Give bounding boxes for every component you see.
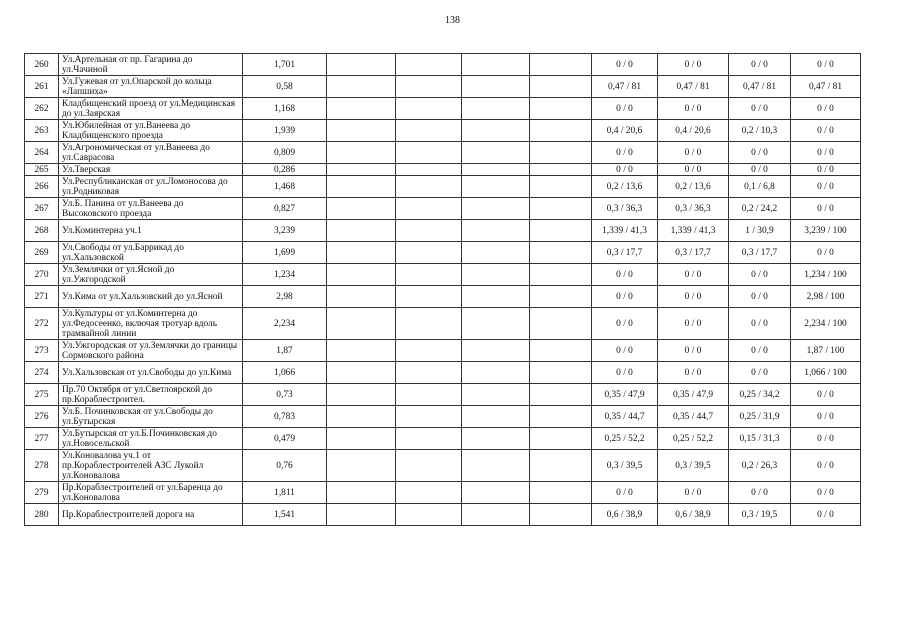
value-cell-3: 0 / 0 (729, 340, 791, 362)
empty-cell (327, 428, 396, 450)
value-cell-4: 0 / 0 (791, 198, 861, 220)
value-cell-2: 0,25 / 52,2 (658, 428, 729, 450)
empty-cell (462, 264, 530, 286)
table-row (25, 308, 861, 340)
table-row (25, 54, 861, 76)
road-length: 1,468 (243, 176, 327, 198)
row-number: 270 (25, 264, 59, 286)
value-cell-4: 0 / 0 (791, 406, 861, 428)
road-length: 0,58 (243, 76, 327, 98)
value-cell-3: 0,1 / 6,8 (729, 176, 791, 198)
road-length: 0,76 (243, 450, 327, 482)
empty-cell (396, 504, 462, 526)
row-number: 274 (25, 362, 59, 384)
value-cell-3: 0 / 0 (729, 264, 791, 286)
road-name: Ул.Хальзовская от ул.Свободы до ул.Кима (59, 362, 243, 384)
row-number: 277 (25, 428, 59, 450)
table-row (25, 220, 861, 242)
empty-cell (396, 406, 462, 428)
empty-cell (530, 120, 592, 142)
value-cell-1: 0,4 / 20,6 (592, 120, 658, 142)
value-cell-2: 0 / 0 (658, 362, 729, 384)
empty-cell (396, 54, 462, 76)
road-name: Ул.Тверская (59, 164, 243, 176)
road-name: Ул.Агрономическая от ул.Ванеева до ул.Саврасова (59, 142, 243, 164)
empty-cell (462, 406, 530, 428)
empty-cell (462, 176, 530, 198)
road-name: Ул.Кима от ул.Хальзовский до ул.Ясной (59, 286, 243, 308)
table-row (25, 198, 861, 220)
empty-cell (327, 176, 396, 198)
value-cell-2: 0 / 0 (658, 482, 729, 504)
value-cell-2: 0,3 / 36,3 (658, 198, 729, 220)
empty-cell (462, 142, 530, 164)
road-name: Ул.Юбилейная от ул.Ванеева до Кладбищенского проезда (59, 120, 243, 142)
empty-cell (462, 384, 530, 406)
row-number: 266 (25, 176, 59, 198)
road-name: Ул.Бутырская от ул.Б.Починковская до ул.Новосельской (59, 428, 243, 450)
empty-cell (530, 482, 592, 504)
road-table (24, 53, 861, 526)
value-cell-1: 0,3 / 39,5 (592, 450, 658, 482)
value-cell-4: 0 / 0 (791, 120, 861, 142)
empty-cell (327, 242, 396, 264)
road-name: Ул.Республиканская от ул.Ломоносова до ул.Родниковая (59, 176, 243, 198)
value-cell-3: 0 / 0 (729, 54, 791, 76)
empty-cell (327, 142, 396, 164)
empty-cell (396, 450, 462, 482)
empty-cell (327, 264, 396, 286)
empty-cell (396, 76, 462, 98)
row-number: 273 (25, 340, 59, 362)
value-cell-4: 1,234 / 100 (791, 264, 861, 286)
value-cell-3: 0 / 0 (729, 482, 791, 504)
empty-cell (396, 164, 462, 176)
empty-cell (396, 220, 462, 242)
row-number: 265 (25, 164, 59, 176)
empty-cell (530, 450, 592, 482)
value-cell-2: 0 / 0 (658, 54, 729, 76)
empty-cell (530, 308, 592, 340)
road-name: Кладбищенский проезд от ул.Медицинская до ул.Заярская (59, 98, 243, 120)
value-cell-2: 0,47 / 81 (658, 76, 729, 98)
value-cell-3: 0,3 / 17,7 (729, 242, 791, 264)
value-cell-2: 0,2 / 13,6 (658, 176, 729, 198)
value-cell-3: 0,2 / 10,3 (729, 120, 791, 142)
value-cell-4: 0 / 0 (791, 482, 861, 504)
empty-cell (530, 54, 592, 76)
value-cell-1: 0,6 / 38,9 (592, 504, 658, 526)
table-row (25, 176, 861, 198)
row-number: 264 (25, 142, 59, 164)
road-length: 0,286 (243, 164, 327, 176)
empty-cell (327, 286, 396, 308)
empty-cell (530, 504, 592, 526)
road-name: Ул.Б. Починковская от ул.Свободы до ул.Бутырская (59, 406, 243, 428)
table-row (25, 142, 861, 164)
value-cell-1: 0,35 / 47,9 (592, 384, 658, 406)
empty-cell (396, 308, 462, 340)
value-cell-4: 1,87 / 100 (791, 340, 861, 362)
empty-cell (462, 76, 530, 98)
empty-cell (327, 482, 396, 504)
empty-cell (462, 54, 530, 76)
road-name: Ул.Ужгородская от ул.Землячки до границы Сормовского района (59, 340, 243, 362)
value-cell-4: 0 / 0 (791, 164, 861, 176)
value-cell-1: 0 / 0 (592, 98, 658, 120)
road-length: 1,939 (243, 120, 327, 142)
value-cell-1: 0 / 0 (592, 286, 658, 308)
value-cell-1: 0,2 / 13,6 (592, 176, 658, 198)
table-row (25, 264, 861, 286)
empty-cell (530, 428, 592, 450)
value-cell-4: 2,98 / 100 (791, 286, 861, 308)
table-row (25, 76, 861, 98)
empty-cell (530, 286, 592, 308)
empty-cell (396, 384, 462, 406)
empty-cell (462, 450, 530, 482)
road-length: 0,809 (243, 142, 327, 164)
empty-cell (327, 164, 396, 176)
value-cell-3: 1 / 30,9 (729, 220, 791, 242)
value-cell-2: 0,6 / 38,9 (658, 504, 729, 526)
empty-cell (327, 308, 396, 340)
row-number: 276 (25, 406, 59, 428)
road-name: Ул.Коновалова уч.1 от пр.Кораблестроителей АЗС Лукойл ул.Коновалова (59, 450, 243, 482)
empty-cell (530, 164, 592, 176)
empty-cell (462, 198, 530, 220)
road-length: 0,827 (243, 198, 327, 220)
empty-cell (462, 220, 530, 242)
empty-cell (396, 340, 462, 362)
row-number: 279 (25, 482, 59, 504)
empty-cell (396, 428, 462, 450)
empty-cell (462, 308, 530, 340)
road-name: Пр.Кораблестроителей дорога на (59, 504, 243, 526)
empty-cell (396, 482, 462, 504)
table-row (25, 164, 861, 176)
road-name: Пр.Кораблестроителей от ул.Баренца до ул.Коновалова (59, 482, 243, 504)
empty-cell (530, 384, 592, 406)
value-cell-2: 0 / 0 (658, 308, 729, 340)
table-row (25, 450, 861, 482)
value-cell-2: 0 / 0 (658, 142, 729, 164)
row-number: 260 (25, 54, 59, 76)
value-cell-4: 0 / 0 (791, 450, 861, 482)
empty-cell (327, 450, 396, 482)
empty-cell (327, 384, 396, 406)
empty-cell (462, 286, 530, 308)
value-cell-1: 1,339 / 41,3 (592, 220, 658, 242)
table-row (25, 406, 861, 428)
road-length: 3,239 (243, 220, 327, 242)
value-cell-1: 0,47 / 81 (592, 76, 658, 98)
row-number: 268 (25, 220, 59, 242)
empty-cell (462, 120, 530, 142)
table-row (25, 504, 861, 526)
row-number: 278 (25, 450, 59, 482)
value-cell-2: 1,339 / 41,3 (658, 220, 729, 242)
empty-cell (462, 428, 530, 450)
road-name: Ул.Гужевая от ул.Опарской до кольца «Лапшиха» (59, 76, 243, 98)
table-body (25, 54, 861, 526)
row-number: 269 (25, 242, 59, 264)
value-cell-4: 3,239 / 100 (791, 220, 861, 242)
value-cell-1: 0 / 0 (592, 482, 658, 504)
empty-cell (396, 286, 462, 308)
row-number: 271 (25, 286, 59, 308)
value-cell-1: 0 / 0 (592, 362, 658, 384)
empty-cell (396, 198, 462, 220)
value-cell-2: 0 / 0 (658, 264, 729, 286)
road-length: 1,168 (243, 98, 327, 120)
value-cell-4: 0 / 0 (791, 54, 861, 76)
empty-cell (530, 406, 592, 428)
value-cell-3: 0,2 / 24,2 (729, 198, 791, 220)
road-name: Ул.Б. Панина от ул.Ванеева до Высоковского проезда (59, 198, 243, 220)
empty-cell (327, 504, 396, 526)
value-cell-4: 0 / 0 (791, 384, 861, 406)
table-row (25, 428, 861, 450)
value-cell-3: 0 / 0 (729, 142, 791, 164)
road-length: 1,701 (243, 54, 327, 76)
value-cell-3: 0,25 / 31,9 (729, 406, 791, 428)
empty-cell (530, 362, 592, 384)
row-number: 261 (25, 76, 59, 98)
empty-cell (396, 362, 462, 384)
empty-cell (462, 482, 530, 504)
empty-cell (530, 220, 592, 242)
empty-cell (396, 176, 462, 198)
value-cell-4: 0 / 0 (791, 176, 861, 198)
road-name: Пр.70 Октября от ул.Светлоярской до пр.Кораблестроител. (59, 384, 243, 406)
row-number: 275 (25, 384, 59, 406)
value-cell-2: 0 / 0 (658, 98, 729, 120)
empty-cell (396, 120, 462, 142)
empty-cell (530, 198, 592, 220)
value-cell-3: 0 / 0 (729, 164, 791, 176)
value-cell-1: 0,25 / 52,2 (592, 428, 658, 450)
road-name: Ул.Культуры от ул.Коминтерна до ул.Федосеенко, включая тротуар вдоль трамвайной линии (59, 308, 243, 340)
value-cell-4: 2,234 / 100 (791, 308, 861, 340)
value-cell-1: 0 / 0 (592, 340, 658, 362)
empty-cell (396, 142, 462, 164)
value-cell-3: 0 / 0 (729, 362, 791, 384)
value-cell-4: 1,066 / 100 (791, 362, 861, 384)
road-length: 1,066 (243, 362, 327, 384)
value-cell-1: 0 / 0 (592, 164, 658, 176)
value-cell-1: 0,3 / 36,3 (592, 198, 658, 220)
value-cell-1: 0,35 / 44,7 (592, 406, 658, 428)
value-cell-1: 0 / 0 (592, 308, 658, 340)
value-cell-4: 0 / 0 (791, 98, 861, 120)
empty-cell (327, 98, 396, 120)
empty-cell (327, 406, 396, 428)
empty-cell (327, 198, 396, 220)
road-name: Ул.Землячки от ул.Ясной до ул.Ужгородской (59, 264, 243, 286)
table-row (25, 384, 861, 406)
value-cell-2: 0 / 0 (658, 286, 729, 308)
page-number: 138 (445, 15, 460, 26)
empty-cell (327, 76, 396, 98)
value-cell-2: 0,35 / 44,7 (658, 406, 729, 428)
value-cell-2: 0,3 / 39,5 (658, 450, 729, 482)
empty-cell (327, 120, 396, 142)
road-length: 1,811 (243, 482, 327, 504)
value-cell-2: 0 / 0 (658, 340, 729, 362)
value-cell-3: 0,47 / 81 (729, 76, 791, 98)
value-cell-1: 0 / 0 (592, 142, 658, 164)
value-cell-1: 0,3 / 17,7 (592, 242, 658, 264)
road-length: 1,234 (243, 264, 327, 286)
value-cell-2: 0,3 / 17,7 (658, 242, 729, 264)
road-length: 1,87 (243, 340, 327, 362)
empty-cell (530, 340, 592, 362)
empty-cell (327, 340, 396, 362)
empty-cell (462, 164, 530, 176)
value-cell-4: 0 / 0 (791, 242, 861, 264)
road-length: 0,479 (243, 428, 327, 450)
value-cell-1: 0 / 0 (592, 54, 658, 76)
empty-cell (530, 98, 592, 120)
value-cell-4: 0 / 0 (791, 428, 861, 450)
value-cell-4: 0,47 / 81 (791, 76, 861, 98)
value-cell-3: 0,25 / 34,2 (729, 384, 791, 406)
table-row (25, 340, 861, 362)
value-cell-3: 0,3 / 19,5 (729, 504, 791, 526)
road-length: 2,98 (243, 286, 327, 308)
empty-cell (462, 98, 530, 120)
table-row (25, 362, 861, 384)
road-length: 1,541 (243, 504, 327, 526)
table-row (25, 98, 861, 120)
row-number: 262 (25, 98, 59, 120)
empty-cell (327, 54, 396, 76)
empty-cell (327, 220, 396, 242)
row-number: 272 (25, 308, 59, 340)
empty-cell (530, 242, 592, 264)
road-name: Ул.Артельная от пр. Гагарина до ул.Чачиной (59, 54, 243, 76)
empty-cell (530, 142, 592, 164)
empty-cell (530, 176, 592, 198)
value-cell-3: 0 / 0 (729, 98, 791, 120)
empty-cell (396, 242, 462, 264)
value-cell-3: 0,15 / 31,3 (729, 428, 791, 450)
table-row (25, 242, 861, 264)
empty-cell (327, 362, 396, 384)
empty-cell (462, 242, 530, 264)
table-row (25, 482, 861, 504)
road-length: 1,699 (243, 242, 327, 264)
road-length: 0,783 (243, 406, 327, 428)
value-cell-2: 0,35 / 47,9 (658, 384, 729, 406)
empty-cell (462, 504, 530, 526)
empty-cell (530, 76, 592, 98)
value-cell-3: 0,2 / 26,3 (729, 450, 791, 482)
table-row (25, 286, 861, 308)
empty-cell (396, 98, 462, 120)
value-cell-3: 0 / 0 (729, 308, 791, 340)
row-number: 280 (25, 504, 59, 526)
empty-cell (462, 340, 530, 362)
road-name: Ул.Коминтерна уч.1 (59, 220, 243, 242)
empty-cell (396, 264, 462, 286)
empty-cell (530, 264, 592, 286)
value-cell-3: 0 / 0 (729, 286, 791, 308)
road-length: 0,73 (243, 384, 327, 406)
value-cell-4: 0 / 0 (791, 504, 861, 526)
value-cell-4: 0 / 0 (791, 142, 861, 164)
value-cell-2: 0,4 / 20,6 (658, 120, 729, 142)
road-length: 2,234 (243, 308, 327, 340)
value-cell-2: 0 / 0 (658, 164, 729, 176)
value-cell-1: 0 / 0 (592, 264, 658, 286)
row-number: 263 (25, 120, 59, 142)
empty-cell (462, 362, 530, 384)
road-name: Ул.Свободы от ул.Баррикад до ул.Хальзовской (59, 242, 243, 264)
table-row (25, 120, 861, 142)
row-number: 267 (25, 198, 59, 220)
